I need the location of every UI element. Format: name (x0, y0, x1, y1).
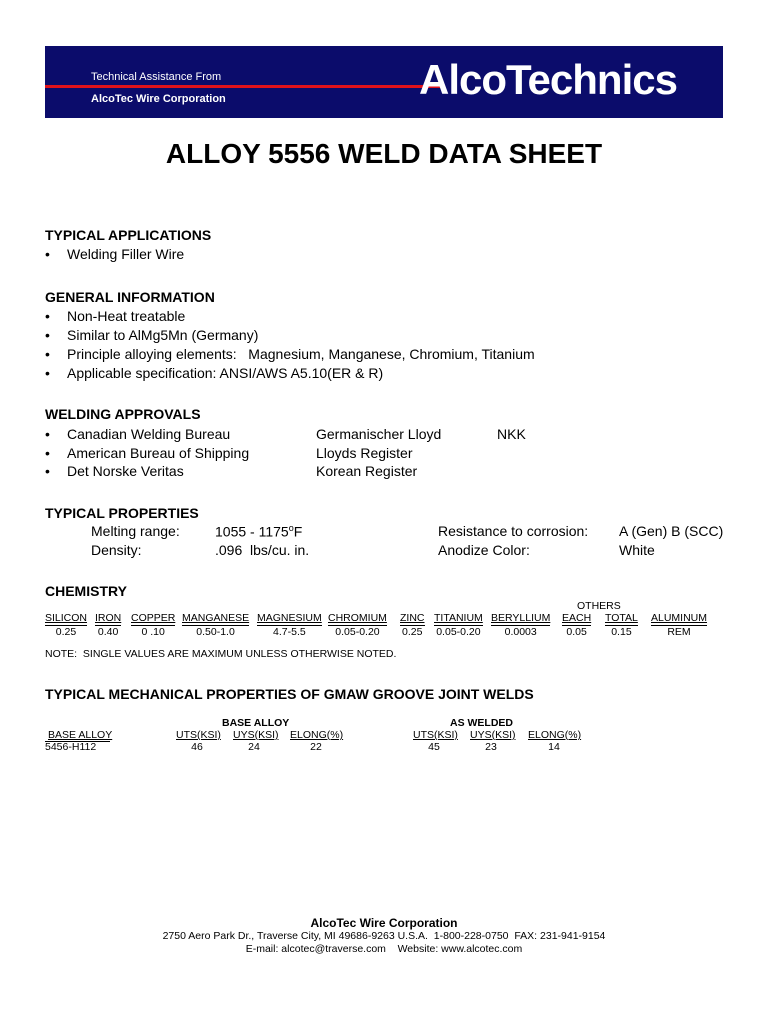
density-value: .096 lbs/cu. in. (215, 542, 310, 558)
density-label: Density: (91, 542, 142, 558)
chem-column-each: EACH 0.05 (562, 612, 592, 638)
chem-column-magnesium: MAGNESIUM 4.7-5.5 (257, 612, 322, 638)
group-header-base-alloy: BASE ALLOY (222, 717, 290, 729)
chem-column-aluminum: ALUMINUM REM (651, 612, 708, 638)
mech-value: 24 (248, 741, 260, 753)
anodize-value: White (619, 542, 655, 558)
mech-header: UYS(KSI) (470, 729, 516, 741)
section-heading-approvals: WELDING APPROVALS (45, 406, 201, 422)
mech-value: 14 (548, 741, 560, 753)
brand-logo: AlcoTechnics (419, 56, 677, 103)
banner-tagline: Technical Assistance From (91, 71, 222, 83)
mech-header: ELONG(%) (528, 729, 582, 741)
approval-item: Korean Register (316, 463, 418, 479)
banner-company: AlcoTec Wire Corporation (91, 93, 226, 105)
mech-header: UYS(KSI) (233, 729, 279, 741)
approval-item: NKK (497, 426, 526, 442)
section-heading-mechanical: TYPICAL MECHANICAL PROPERTIES OF GMAW GROOVE JOINT WELDS (45, 686, 534, 702)
melting-range-value: 1055 - 1175$^o$F (215, 523, 303, 540)
list-item: • Welding Filler Wire (45, 246, 185, 262)
chem-column-iron: IRON 0.40 (95, 612, 122, 638)
others-label: OTHERS (577, 600, 621, 612)
chem-column-beryllium: BERYLLIUM 0.0003 (491, 612, 551, 638)
chem-column-manganese: MANGANESE 0.50-1.0 (182, 612, 250, 638)
chem-column-total: TOTAL 0.15 (605, 612, 638, 638)
chem-column-titanium: TITANIUM 0.05-0.20 (434, 612, 483, 638)
mech-header: ELONG(%) (290, 729, 344, 741)
base-alloy-value: 5456-H112 (45, 741, 97, 753)
footer-company: AlcoTec Wire Corporation (310, 916, 458, 930)
base-alloy-header: BASE ALLOY (48, 729, 113, 741)
footer-contact: E-mail: alcotec@traverse.com Website: www.alcotec.com (245, 943, 523, 955)
mech-value: 45 (428, 741, 440, 753)
section-heading-properties: TYPICAL PROPERTIES (45, 505, 199, 521)
mech-value: 22 (310, 741, 322, 753)
corrosion-value: A (Gen) B (SCC) (619, 523, 724, 539)
base-alloy-rule (45, 741, 110, 742)
list-item: • Applicable specification: ANSI/AWS A5.10(ER & R) (45, 365, 384, 381)
approval-item: Lloyds Register (316, 445, 413, 461)
chemistry-note: NOTE: SINGLE VALUES ARE MAXIMUM UNLESS OTHERWISE NOTED. (45, 648, 397, 660)
mech-header: UTS(KSI) (176, 729, 221, 741)
list-item: • Similar to AlMg5Mn (Germany) (45, 327, 259, 343)
chem-column-silicon: SILICON 0.25 (45, 612, 88, 638)
anodize-label: Anodize Color: (438, 542, 530, 558)
mech-value: 46 (191, 741, 203, 753)
chem-column-copper: COPPER 0 .10 (131, 612, 176, 638)
group-header-as-welded: AS WELDED (450, 717, 513, 729)
list-item: • Non-Heat treatable (45, 308, 186, 324)
page-title: ALLOY 5556 WELD DATA SHEET (165, 138, 603, 169)
approval-item: • Det Norske Veritas (45, 463, 184, 479)
section-heading-applications: TYPICAL APPLICATIONS (45, 227, 212, 243)
list-item: • Principle alloying elements: Magnesium, Manganese, Chromium, Titanium (45, 346, 535, 362)
mech-header: UTS(KSI) (413, 729, 458, 741)
header-banner (45, 46, 723, 118)
approval-item: • Canadian Welding Bureau (45, 426, 231, 442)
chem-column-chromium: CHROMIUM 0.05-0.20 (328, 612, 387, 638)
corrosion-label: Resistance to corrosion: (438, 523, 589, 539)
melting-range-label: Melting range: (91, 523, 180, 539)
approval-item: Germanischer Lloyd (316, 426, 442, 442)
section-heading-chemistry: CHEMISTRY (45, 583, 127, 599)
banner-red-stripe (45, 85, 443, 88)
mech-value: 23 (485, 741, 497, 753)
section-heading-general: GENERAL INFORMATION (45, 289, 215, 305)
footer-address: 2750 Aero Park Dr., Traverse City, MI 49686-9263 U.S.A. 1-800-228-0750 FAX: 231-941-9154 (162, 930, 606, 942)
approval-item: • American Bureau of Shipping (45, 445, 250, 461)
footer (0, 917, 768, 956)
chem-column-zinc: ZINC 0.25 (400, 612, 425, 638)
